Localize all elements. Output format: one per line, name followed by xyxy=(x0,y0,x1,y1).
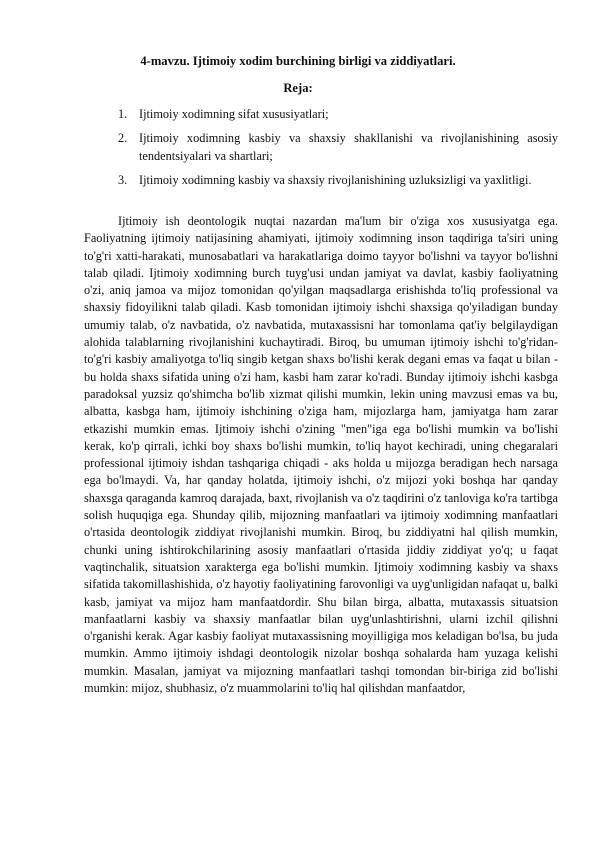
list-item-number: 2. xyxy=(118,131,128,145)
list-item xyxy=(118,105,558,123)
list-item xyxy=(118,171,558,189)
list-item-text: Ijtimoiy xodimning kasbiy va shaxsiy rivojlanishining uzluksizligi va yaxlitligi. xyxy=(139,173,532,187)
page-title: 4-mavzu. Ijtimoiy xodim burchining birligi va ziddiyatlari. xyxy=(140,54,456,68)
list-item xyxy=(118,129,558,165)
list-item-number: 3. xyxy=(118,173,128,187)
plan-heading: Reja: xyxy=(283,81,313,95)
list-item-text: Ijtimoiy xodimning kasbiy va shaxsiy shakllanishi va rivojlanishining asosiy tendentsiyalari va shartlari; xyxy=(139,131,558,163)
list-item-text: Ijtimoiy xodimning sifat xususiyatlari; xyxy=(139,107,329,121)
list-item-number: 1. xyxy=(118,107,128,121)
body-paragraph: Ijtimoiy ish deontologik nuqtai nazardan ma'lum bir o'ziga xos xususiyatga ega. Faoliyatning ijtimoiy natijasining ahamiyati, ijtimoiy xodimning inson taqdiriga ta'siri uning to'g'ri xatti-harakati, munosabatlari va harakatlariga doimo tayyor bo'lishni va tayyor bo'lishni talab qiladi. Ijtimoiy xodimning burch tuyg'usi undan jamiyat va davlat, kasbiy faoliyatning o'zi, aniq jamoa va mijoz tomonidan qo'yilgan maqsadlarga erishishda to'liq professional va shaxsiy fidoyilikni talab qiladi. Kasb tomonidan ijtimoiy ishchi shaxsiga qo'yiladigan bunday umumiy talab, o'z navbatida, o'z navbatida, mutaxassisni har tomonlama qat'iy belgilaydigan alohida talablarning rivojlanishini kuchaytiradi. Biroq, bu umuman ijtimoiy ishchi to'g'ridan-to'g'ri kasbiy amaliyotga to'liq singib ketgan shaxs bo'lishi kerak degani emas va faqat u bilan - bu holda shaxs sifatida uning o'zi ham, kasbi ham zarar ko'radi. Bunday ijtimoiy ishchi kasbga paradoksal yuzsiz qo'shimcha bo'lib xizmat qilishi mumkin, lekin uning mavzusi emas va bu, albatta, kasbga ham, ijtimoiy ishchining o'ziga ham, mijozlarga ham, jamiyatga ham zarar etkazishi mumkin emas. Ijtimoiy ishchi o'zining "men"iga ega bo'lishi mumkin va bo'lishi kerak, ko'p qirrali, ichki boy shaxs bo'lishi mumkin, to'liq hayot kechiradi, uning chegaralari professional ijtimoiy ishdan tashqariga chiqadi - aks holda u mijozga beradigan hech narsaga ega bo'lmaydi. Va, har qanday holatda, ijtimoiy ishchi, o'z mijozi yoki boshqa har qanday shaxsga qaraganda kamroq darajada, baxt, rivojlanish va o'z taqdirini o'z tanloviga ko'ra tartibga solish huquqiga ega. Shunday qilib, mijozning manfaatlari va ijtimoiy xodimning manfaatlari o'rtasida deontologik ziddiyat rivojlanishi mumkin. Biroq, bu ziddiyatni hal qilish mumkin, chunki uning ishtirokchilarining asosiy manfaatlari o'rtasida jiddiy ziddiyat yo'q; u faqat vaqtinchalik, situatsion xarakterga ega bo'lishi mumkin. Ijtimoiy xodimning kasbiy va shaxs sifatida takomillashishida, o'z hayotiy faoliyatining farovonligi va uyg'unligidan nafaqat u, balki kasb, jamiyat va mijoz ham manfaatdordir. Shu bilan birga, albatta, mutaxassis situatsion manfaatlarni kasbiy va shaxsiy manfaatlar bilan uyg'unlashtirishni, ularni izchil qilishni o'rganishi kerak. Agar kasbiy faoliyat mutaxassisning moyilligiga mos keladigan bo'lsa, bu juda mumkin. Ammo ijtimoiy ishdagi deontologik nizolar boshqa sohalarda ham yuzaga kelishi mumkin. Masalan, jamiyat va mijozning manfaatlari tashqi tomondan bir-biriga zid bo'lishi mumkin: mijoz, shubhasiz, o'z muammolarini to'liq hal qilishdan manfaatdor, xyxy=(84,214,558,696)
plan-list xyxy=(118,105,558,195)
